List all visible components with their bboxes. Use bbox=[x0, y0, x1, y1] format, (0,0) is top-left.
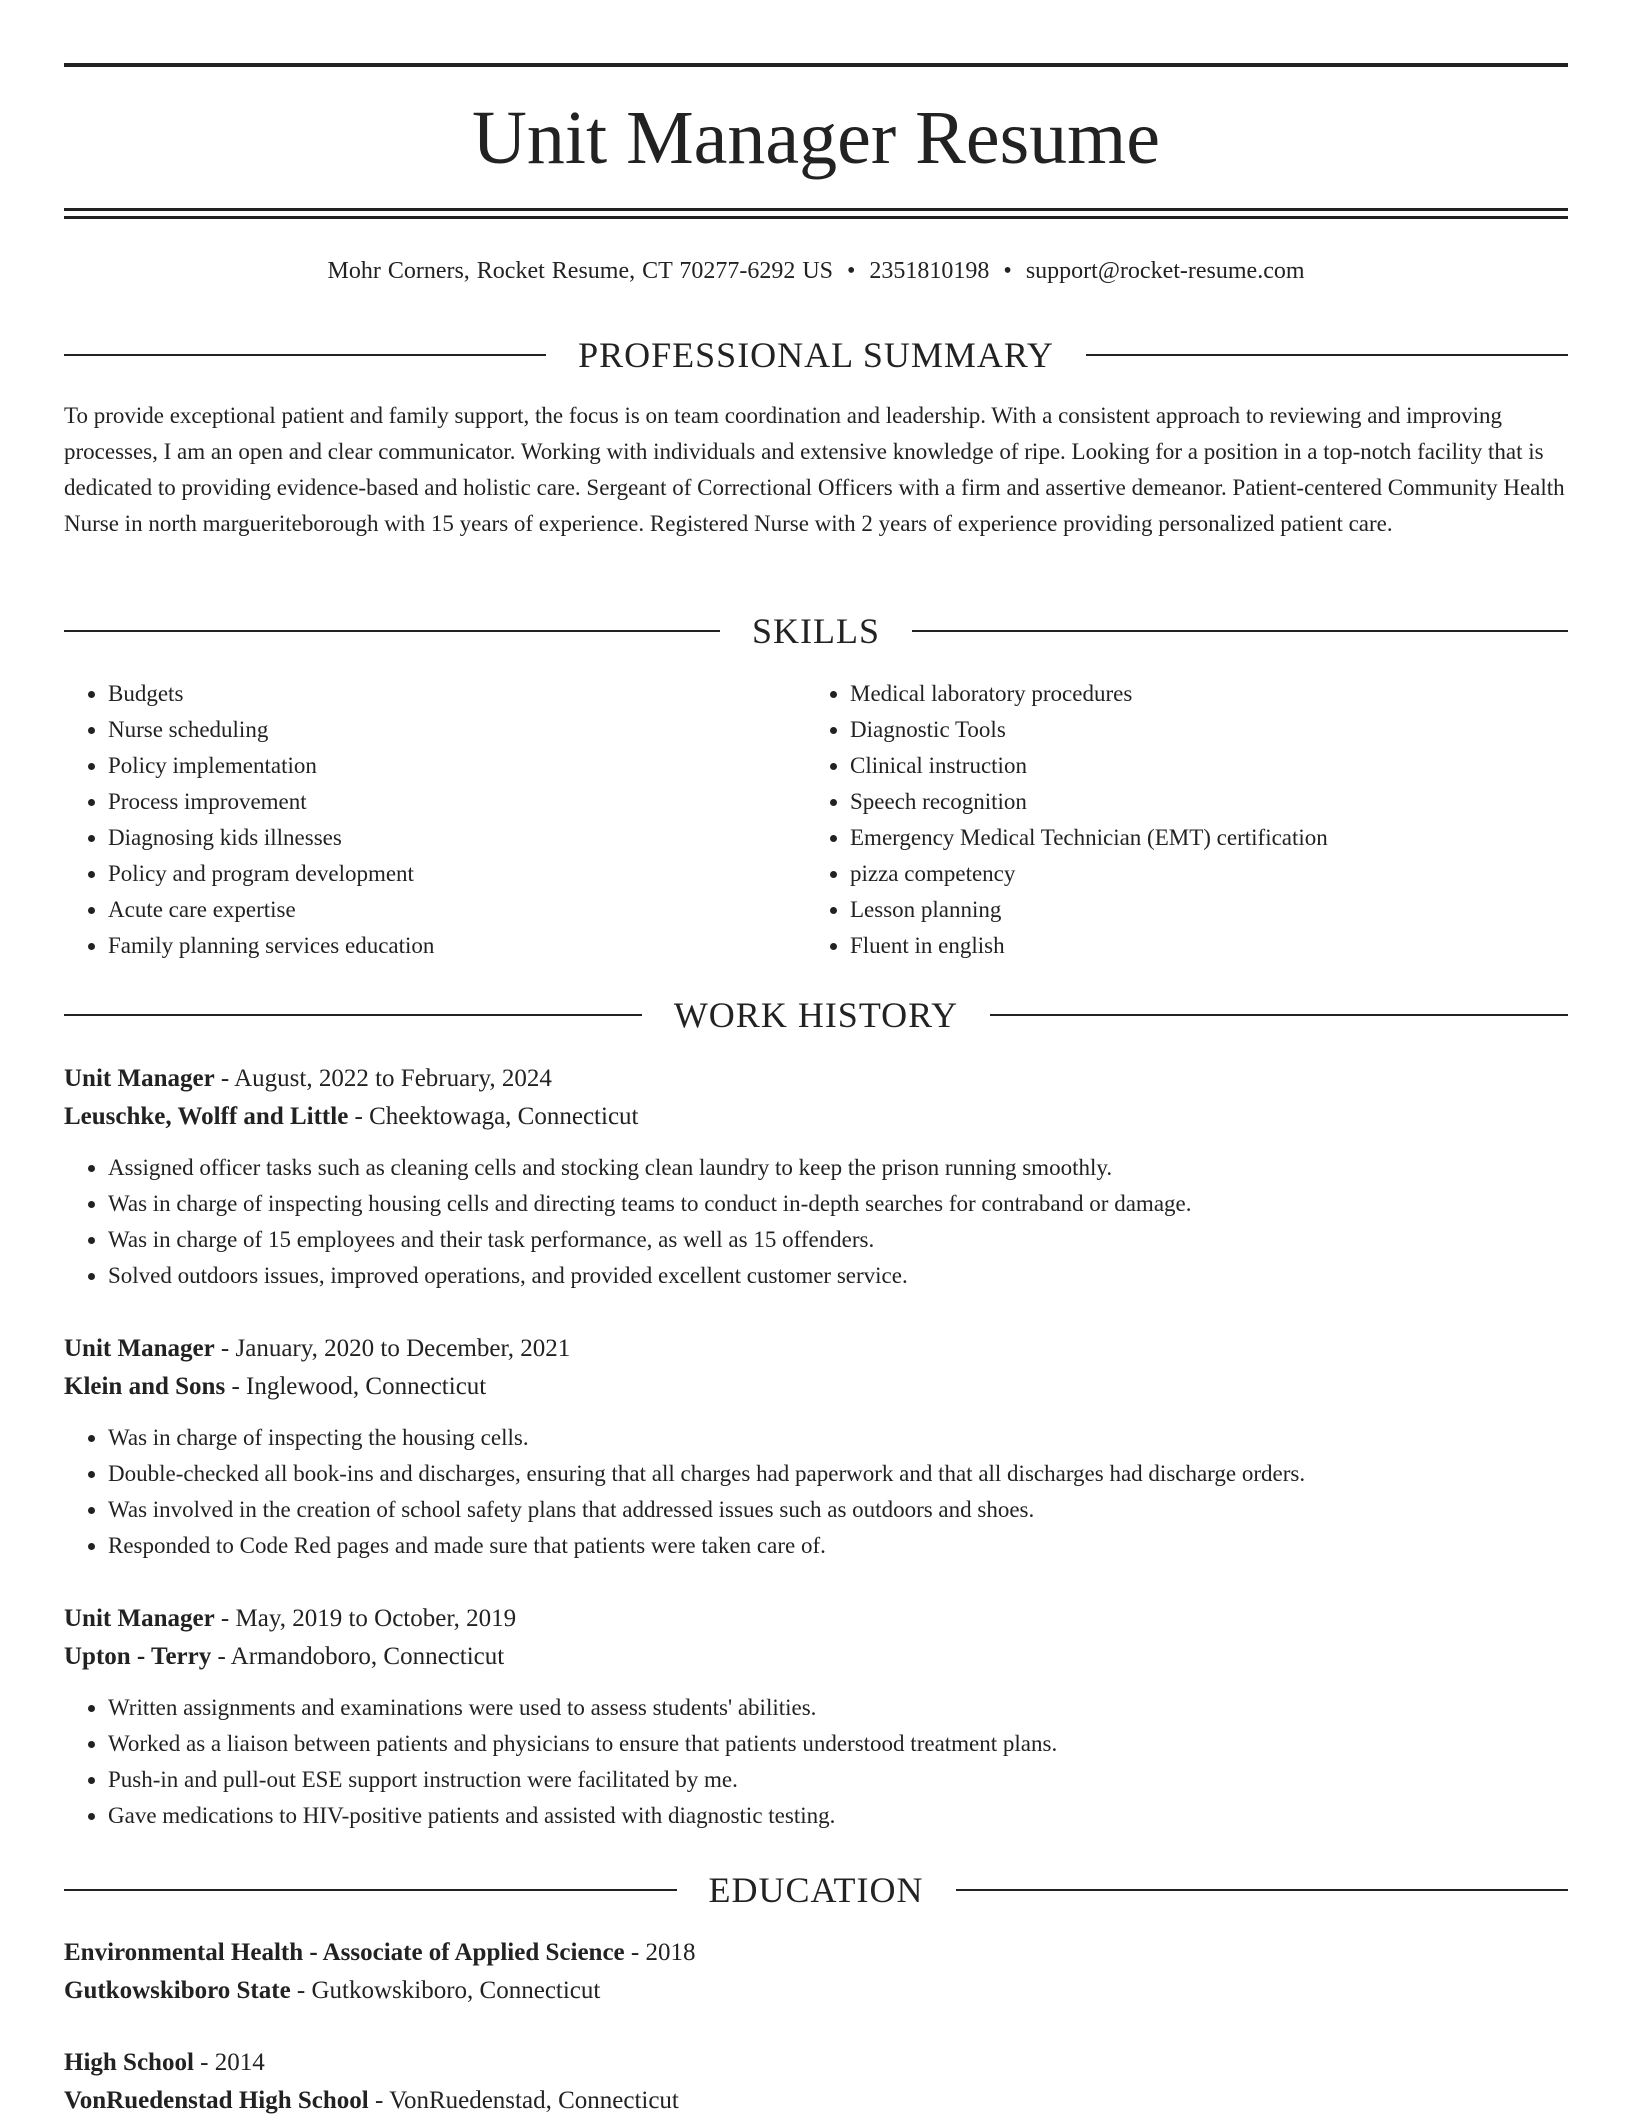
job-bullet: • Was in charge of inspecting housing cells and directing teams to conduct in-depth searches for contraband or damage. bbox=[108, 1186, 1568, 1222]
skill-item: • Fluent in english bbox=[850, 928, 1548, 964]
skill-item: • pizza competency bbox=[850, 856, 1548, 892]
education-location: - VonRuedenstad, Connecticut bbox=[368, 2087, 679, 2114]
education-school-line bbox=[64, 1972, 1568, 2010]
job-title-line bbox=[64, 1060, 1568, 1098]
header-bottom-rule-2 bbox=[64, 216, 1568, 219]
education-entry bbox=[64, 1934, 1568, 2010]
skill-item: • Acute care expertise bbox=[108, 892, 806, 928]
job-entry bbox=[64, 1060, 1568, 1294]
skill-item: • Diagnosing kids illnesses bbox=[108, 820, 806, 856]
job-entry bbox=[64, 1330, 1568, 1564]
skills-column-right bbox=[806, 676, 1548, 964]
skill-item: • Medical laboratory procedures bbox=[850, 676, 1548, 712]
skill-item: • Process improvement bbox=[108, 784, 806, 820]
skills-title: SKILLS bbox=[752, 611, 881, 651]
job-company-line bbox=[64, 1098, 1568, 1136]
job-bullet: • Responded to Code Red pages and made sure that patients were taken care of. bbox=[108, 1528, 1568, 1564]
contact-line bbox=[64, 253, 1568, 289]
heading-rule bbox=[64, 1889, 677, 1891]
job-bullet: • Push-in and pull-out ESE support instruction were facilitated by me. bbox=[108, 1762, 1568, 1798]
skill-item: • Clinical instruction bbox=[850, 748, 1548, 784]
separator-dot: • bbox=[847, 258, 856, 284]
job-bullet: • Worked as a liaison between patients and physicians to ensure that patients understood treatment plans. bbox=[108, 1726, 1568, 1762]
job-bullet: • Assigned officer tasks such as cleaning cells and stocking clean laundry to keep the prison running smoothly. bbox=[108, 1150, 1568, 1186]
skills-heading bbox=[64, 609, 1568, 653]
work-history-heading bbox=[64, 993, 1568, 1037]
heading-rule bbox=[64, 354, 546, 356]
job-company: Upton - Terry bbox=[64, 1643, 212, 1670]
job-title: Unit Manager bbox=[64, 1605, 215, 1632]
header-top-rule bbox=[64, 63, 1568, 67]
page-title: Unit Manager Resume bbox=[471, 96, 1161, 180]
job-bullet: • Double-checked all book-ins and discharges, ensuring that all charges had paperwork and that all discharges had discharge orders. bbox=[108, 1456, 1568, 1492]
job-bullet: • Gave medications to HIV-positive patients and assisted with diagnostic testing. bbox=[108, 1798, 1568, 1834]
skill-item: • Policy and program development bbox=[108, 856, 806, 892]
job-dates: - May, 2019 to October, 2019 bbox=[214, 1605, 517, 1632]
heading-rule bbox=[912, 630, 1568, 632]
skill-item: • Policy implementation bbox=[108, 748, 806, 784]
job-location: - Inglewood, Connecticut bbox=[225, 1373, 487, 1400]
education-degree-line bbox=[64, 1934, 1568, 1972]
skill-item: • Budgets bbox=[108, 676, 806, 712]
summary-title: PROFESSIONAL SUMMARY bbox=[578, 335, 1054, 375]
education-school: Gutkowskiboro State bbox=[64, 1977, 291, 2004]
heading-rule bbox=[64, 1014, 642, 1016]
education-school: VonRuedenstad High School bbox=[64, 2087, 369, 2114]
education-location: - Gutkowskiboro, Connecticut bbox=[290, 1977, 601, 2004]
job-company-line bbox=[64, 1638, 1568, 1676]
heading-rule bbox=[990, 1014, 1568, 1016]
contact-phone: 2351810198 bbox=[869, 258, 990, 284]
skill-item: • Diagnostic Tools bbox=[850, 712, 1548, 748]
heading-rule bbox=[1086, 354, 1568, 356]
job-title: Unit Manager bbox=[64, 1065, 215, 1092]
header-bottom-rule bbox=[64, 208, 1568, 211]
job-location: - Armandoboro, Connecticut bbox=[211, 1643, 505, 1670]
skill-item: • Emergency Medical Technician (EMT) certification bbox=[850, 820, 1548, 856]
education-degree: Environmental Health - Associate of Applied Science bbox=[64, 1939, 625, 1966]
job-bullet: • Written assignments and examinations were used to assess students' abilities. bbox=[108, 1690, 1568, 1726]
education-school-line bbox=[64, 2082, 1568, 2120]
job-bullet: • Was involved in the creation of school safety plans that addressed issues such as outdoors and shoes. bbox=[108, 1492, 1568, 1528]
contact-address: Mohr Corners, Rocket Resume, CT 70277-6292 US bbox=[327, 258, 834, 284]
job-bullet: • Was in charge of 15 employees and their task performance, as well as 15 offenders. bbox=[108, 1222, 1568, 1258]
education-year: - 2018 bbox=[624, 1939, 696, 1966]
job-company: Leuschke, Wolff and Little bbox=[64, 1103, 349, 1130]
job-dates: - August, 2022 to February, 2024 bbox=[214, 1065, 552, 1092]
skill-item: • Lesson planning bbox=[850, 892, 1548, 928]
job-location: - Cheektowaga, Connecticut bbox=[348, 1103, 639, 1130]
skill-item: • Speech recognition bbox=[850, 784, 1548, 820]
job-dates: - January, 2020 to December, 2021 bbox=[214, 1335, 571, 1362]
education-degree: High School bbox=[64, 2049, 194, 2076]
heading-rule bbox=[956, 1889, 1569, 1891]
job-bullet: • Was in charge of inspecting the housing cells. bbox=[108, 1420, 1568, 1456]
job-company-line bbox=[64, 1368, 1568, 1406]
education-heading bbox=[64, 1868, 1568, 1912]
summary-text: To provide exceptional patient and family support, the focus is on team coordination and leadership. With a consistent approach to reviewing and improving processes, I am an open and clear communicator. Working with individuals and extensive knowledge of ripe. Looking for a position in a top-notch facility that is dedicated to providing evidence-based and holistic care. Sergeant of Correctional Officers with a firm and assertive demeanor. Patient-centered Community Health Nurse in north margueriteborough with 15 years of experience. Registered Nurse with 2 years of experience providing personalized patient care. bbox=[64, 403, 1565, 536]
education-degree-line bbox=[64, 2044, 1568, 2082]
job-bullets bbox=[64, 1420, 1568, 1564]
job-bullet: • Solved outdoors issues, improved operations, and provided excellent customer service. bbox=[108, 1258, 1568, 1294]
education-year: - 2014 bbox=[193, 2049, 265, 2076]
skill-item: • Nurse scheduling bbox=[108, 712, 806, 748]
separator-dot: • bbox=[1003, 258, 1012, 284]
job-title: Unit Manager bbox=[64, 1335, 215, 1362]
job-bullets bbox=[64, 1150, 1568, 1294]
skills-list bbox=[64, 676, 1568, 964]
summary-heading bbox=[64, 333, 1568, 377]
education-entry bbox=[64, 2044, 1568, 2120]
education-title: EDUCATION bbox=[708, 1870, 924, 1910]
job-title-line bbox=[64, 1330, 1568, 1368]
contact-email: support@rocket-resume.com bbox=[1025, 258, 1305, 284]
job-entry bbox=[64, 1600, 1568, 1834]
job-title-line bbox=[64, 1600, 1568, 1638]
skill-item: • Family planning services education bbox=[108, 928, 806, 964]
job-bullets bbox=[64, 1690, 1568, 1834]
heading-rule bbox=[64, 630, 720, 632]
work-history-title: WORK HISTORY bbox=[673, 995, 959, 1035]
skills-column-left bbox=[64, 676, 806, 964]
job-company: Klein and Sons bbox=[64, 1373, 226, 1400]
